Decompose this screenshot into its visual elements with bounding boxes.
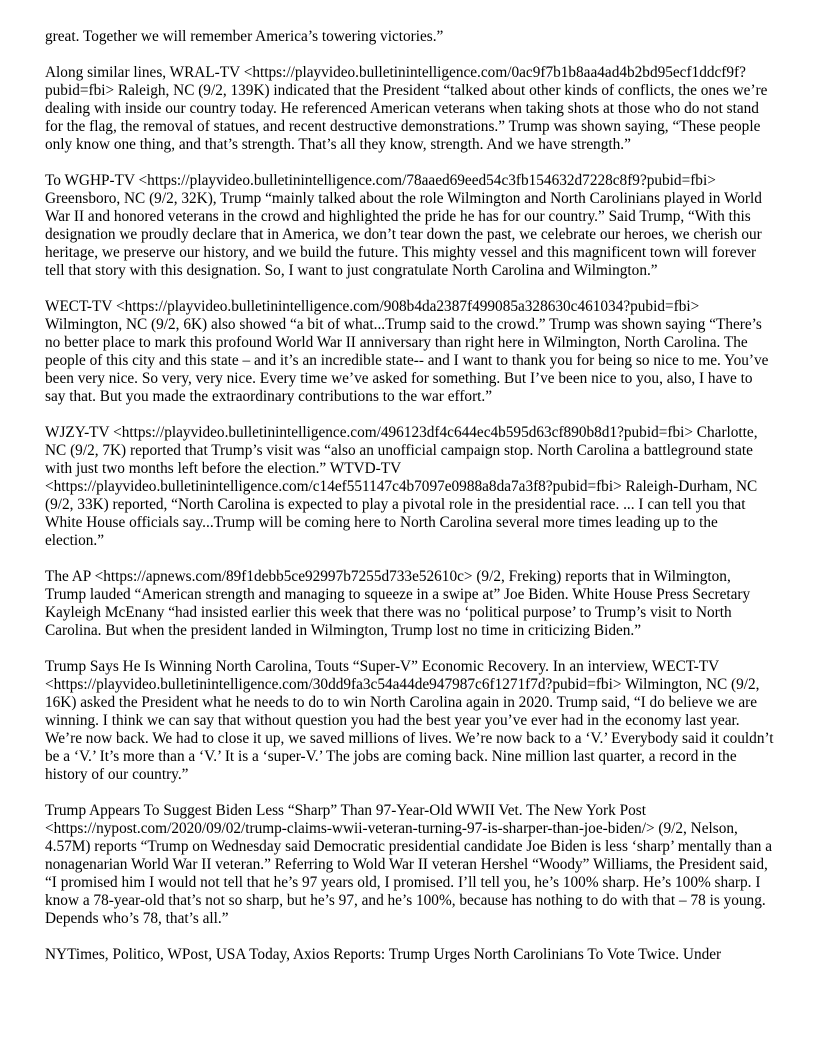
paragraph-wral: Along similar lines, WRAL-TV <https://playvideo.bulletinintelligence.com/0ac9f7b1b8aa4ad4b2bd95ecf1ddcf9f?pubid=fbi> Raleigh, NC (9/2, 139K) indicated that the President “talked about other kinds of conflicts, the ones we’re dealing with inside our country today. He referenced American veterans when taking shots at those who do not stand for the flag, the removal of statues, and recent destructive demonstrations.” Trump was shown saying, “These people only know one thing, and that’s strength. That’s all they know, strength. And we have strength.” bbox=[45, 64, 768, 153]
paragraph-nypost: Trump Appears To Suggest Biden Less “Sharp” Than 97-Year-Old WWII Vet. The New York Post <https://nypost.com/2020/09/02/trump-claims-wwii-veteran-turning-97-is-sharper-than-joe-biden/> (9/2, Nelson, 4.57M) reports “Trump on Wednesday said Democratic presidential candidate Joe Biden is less ‘sharp’ mentally than a nonagenarian World War II veteran.” Referring to Wold War II veteran Hershel “Woody” Williams, the President said, “I promised him I would not tell that he’s 97 years old, I promised. I’ll tell you, he’s 100% sharp. He’s 100% sharp. I know a 78-year-old that’s not so sharp, but he’s 97, and he’s 100%, because has nothing to do with that – 78 is young. Depends who’s 78, that’s all.” bbox=[45, 802, 773, 927]
paragraph-super-v: Trump Says He Is Winning North Carolina, Touts “Super-V” Economic Recovery. In an interview, WECT-TV <https://playvideo.bulletinintelligence.com/30dd9fa3c54a44de947987c6f1271f7d?pubid=fbi> Wilmington, NC (9/2, 16K) asked the President what he needs to do to win North Carolina again in 2020. Trump said, “I do believe we are winning. I think we can say that without question you had the best year you’ve ever had in the economy last year. We’re now back. We had to close it up, we saved millions of lives. We’re now back to a ‘V.’ Everybody said it couldn’t be a ‘V.’ It’s more than a ‘V.’ It is a ‘super-V.’ The jobs are coming back. Nine million last quarter, a record in the history of our country.” bbox=[45, 658, 774, 783]
paragraph-ap: The AP <https://apnews.com/89f1debb5ce92997b7255d733e52610c> (9/2, Freking) reports that in Wilmington, Trump lauded “American strength and managing to squeeze in a swipe at” Joe Biden. White House Press Secretary Kayleigh McEnany “had insisted earlier this week that there was no ‘political purpose’ to Trump’s visit to North Carolina. But when the president landed in Wilmington, Trump lost no time in criticizing Biden.” bbox=[45, 568, 751, 639]
paragraph-closing-quote: great. Together we will remember America’s towering victories.” bbox=[45, 28, 444, 45]
paragraph-vote-twice: NYTimes, Politico, WPost, USA Today, Axios Reports: Trump Urges North Carolinians To Vote Twice. Under bbox=[45, 946, 722, 963]
paragraph-wghp: To WGHP-TV <https://playvideo.bulletinintelligence.com/78aaed69eed54c3fb154632d7228c8f9?pubid=fbi> Greensboro, NC (9/2, 32K), Trump “mainly talked about the role Wilmington and North Carolinians played in World War II and honored veterans in the crowd and highlighted the pride he has for our country.” Said Trump, “With this designation we proudly declare that in America, we don’t tear down the past, we celebrate our heroes, we cherish our heritage, we preserve our history, and we build the future. This mighty vessel and this magnificent town will forever tell that story with this designation. So, I want to just congratulate North Carolina and Wilmington.” bbox=[45, 172, 762, 279]
document-page bbox=[45, 28, 775, 982]
paragraph-wjzy-wtvd: WJZY-TV <https://playvideo.bulletinintelligence.com/496123df4c644ec4b595d63cf890b8d1?pubid=fbi> Charlotte, NC (9/2, 7K) reported that Trump’s visit was “also an unofficial campaign stop. North Carolina a battleground state with just two months left before the election.” WTVD-TV <https://playvideo.bulletinintelligence.com/c14ef551147c4b7097e0988a8da7a3f8?pubid=fbi> Raleigh-Durham, NC (9/2, 33K) reported, “North Carolina is expected to play a pivotal role in the presidential race. ... I can tell you that White House officials say...Trump will be coming here to North Carolina several more times leading up to the election.” bbox=[45, 424, 758, 549]
paragraph-wect: WECT-TV <https://playvideo.bulletinintelligence.com/908b4da2387f499085a328630c461034?pubid=fbi> Wilmington, NC (9/2, 6K) also showed “a bit of what...Trump said to the crowd.” Trump was shown saying “There’s no better place to mark this profound World War II anniversary than right here in Wilmington, North Carolina. The people of this city and this state – and it’s an incredible state-- and I want to thank you for being so nice to me. You’ve been very nice. So very, very nice. Every time we’ve asked for something. But I’ve been nice to you, also, I have to say that. But you made the extraordinary contributions to the war effort.” bbox=[45, 298, 769, 405]
